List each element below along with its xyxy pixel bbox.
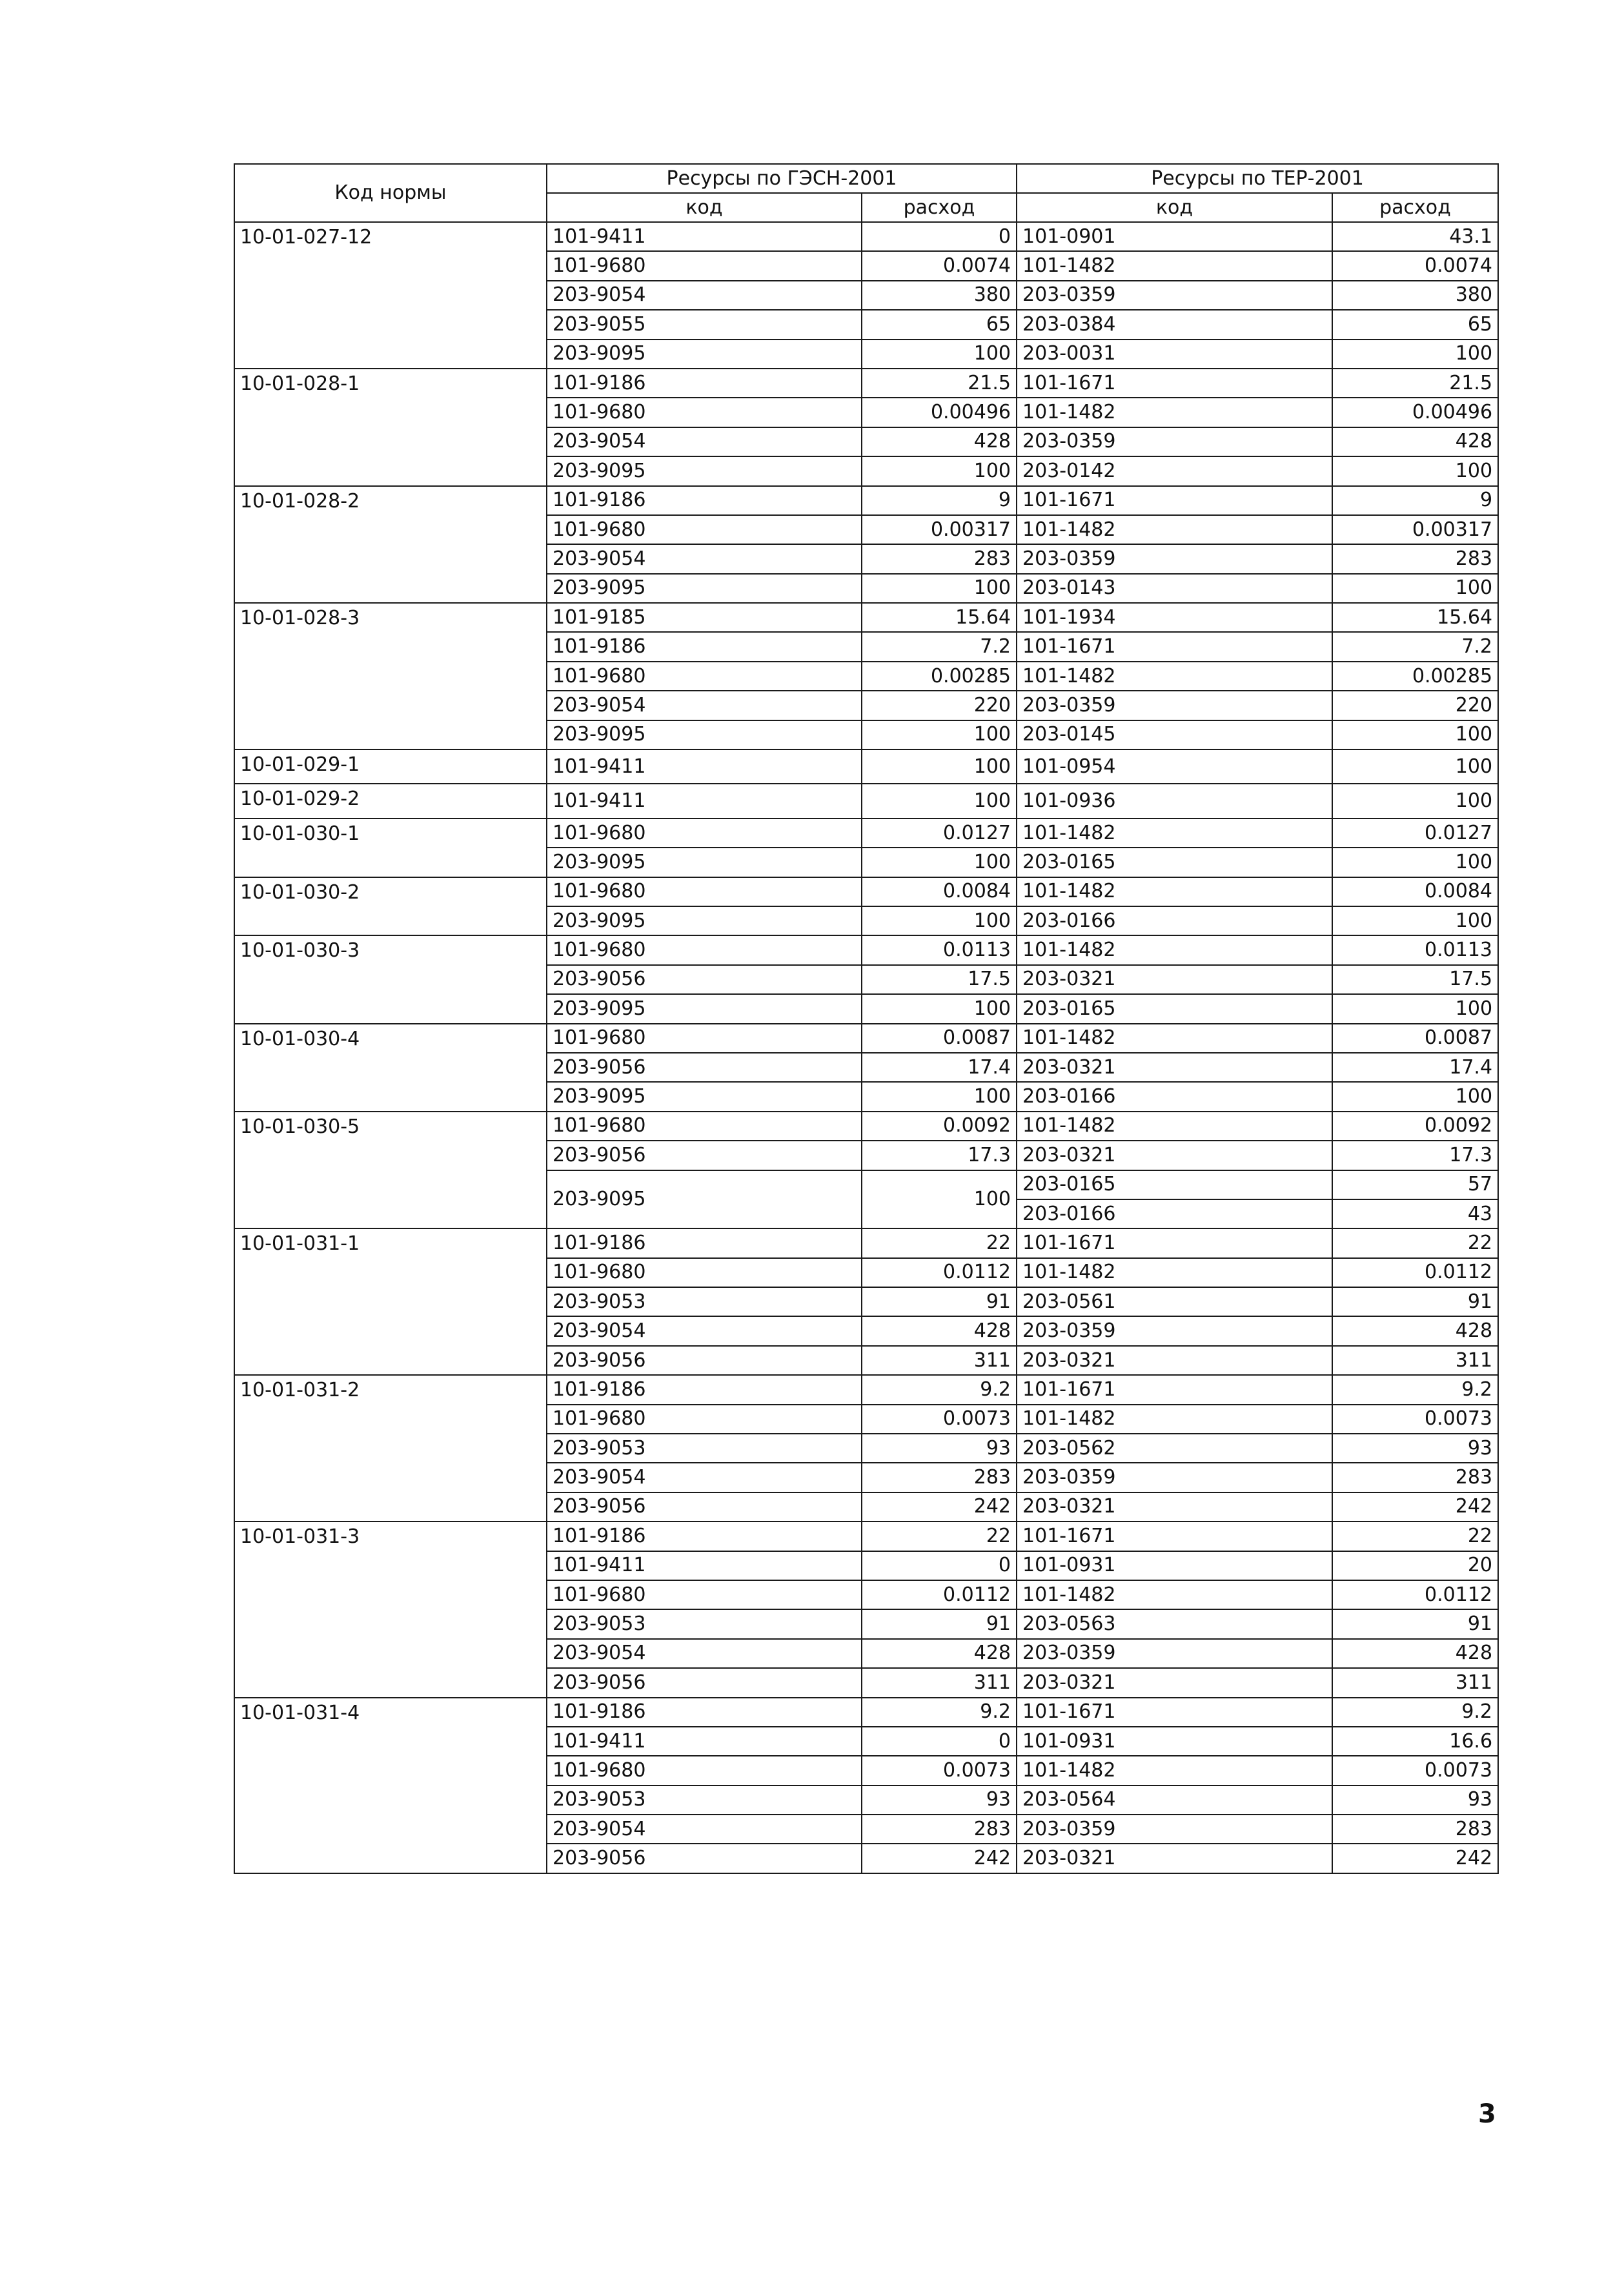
gesn-code-cell: 203-9095 bbox=[547, 906, 862, 935]
gesn-code-cell: 203-9054 bbox=[547, 427, 862, 456]
ter-consumption-cell: 100 bbox=[1332, 848, 1498, 877]
gesn-code-cell: 203-9053 bbox=[547, 1609, 862, 1638]
ter-code-cell: 203-0359 bbox=[1017, 1463, 1332, 1492]
gesn-code-cell: 101-9680 bbox=[547, 515, 862, 544]
ter-consumption-cell: 0.0087 bbox=[1332, 1024, 1498, 1053]
ter-consumption-cell: 0.00496 bbox=[1332, 398, 1498, 427]
ter-consumption-cell: 0.0113 bbox=[1332, 935, 1498, 964]
ter-consumption-cell: 91 bbox=[1332, 1287, 1498, 1316]
gesn-code-cell: 101-9186 bbox=[547, 1228, 862, 1257]
ter-code-cell: 101-1482 bbox=[1017, 1580, 1332, 1609]
gesn-code-cell: 101-9186 bbox=[547, 1375, 862, 1404]
ter-consumption-cell: 15.64 bbox=[1332, 603, 1498, 632]
ter-consumption-cell: 22 bbox=[1332, 1228, 1498, 1257]
ter-consumption-cell: 100 bbox=[1332, 574, 1498, 603]
gesn-code-cell: 101-9680 bbox=[547, 1756, 862, 1785]
gesn-consumption-cell: 100 bbox=[862, 1170, 1017, 1229]
gesn-code-cell: 101-9186 bbox=[547, 369, 862, 398]
gesn-consumption-cell: 0.0112 bbox=[862, 1258, 1017, 1287]
gesn-code-cell: 101-9411 bbox=[547, 749, 862, 784]
ter-consumption-cell: 0.0112 bbox=[1332, 1580, 1498, 1609]
gesn-code-cell: 101-9185 bbox=[547, 603, 862, 632]
ter-consumption-cell: 100 bbox=[1332, 784, 1498, 818]
ter-resources-header: Ресурсы по ТЕР-2001 bbox=[1017, 164, 1498, 193]
gesn-consumption-cell: 17.5 bbox=[862, 965, 1017, 994]
table-row bbox=[234, 1698, 1498, 1727]
ter-code-cell: 203-0321 bbox=[1017, 1053, 1332, 1082]
gesn-consumption-cell: 0 bbox=[862, 222, 1017, 251]
table-row bbox=[234, 1228, 1498, 1257]
gesn-code-cell: 101-9680 bbox=[547, 1580, 862, 1609]
ter-consumption-cell: 20 bbox=[1332, 1551, 1498, 1580]
gesn-consumption-cell: 0.00496 bbox=[862, 398, 1017, 427]
ter-code-cell: 203-0321 bbox=[1017, 1141, 1332, 1170]
ter-consumption-cell: 17.4 bbox=[1332, 1053, 1498, 1082]
ter-consumption-cell: 220 bbox=[1332, 691, 1498, 720]
ter-consumption-cell: 100 bbox=[1332, 749, 1498, 784]
table-row bbox=[234, 784, 1498, 818]
gesn-consumption-cell: 9 bbox=[862, 486, 1017, 515]
ter-code-cell: 101-0931 bbox=[1017, 1551, 1332, 1580]
ter-consumption-cell: 9.2 bbox=[1332, 1698, 1498, 1727]
ter-consumption-cell: 100 bbox=[1332, 456, 1498, 485]
ter-code-cell: 101-1482 bbox=[1017, 1258, 1332, 1287]
table-row bbox=[234, 486, 1498, 515]
page-number: 3 bbox=[1478, 2099, 1496, 2129]
header-row-top bbox=[234, 164, 1498, 193]
ter-code-cell: 101-1482 bbox=[1017, 1112, 1332, 1141]
gesn-consumption-cell: 100 bbox=[862, 340, 1017, 369]
gesn-consumption-cell: 242 bbox=[862, 1492, 1017, 1522]
gesn-code-cell: 203-9056 bbox=[547, 1668, 862, 1697]
ter-consumption-cell: 43 bbox=[1332, 1199, 1498, 1228]
ter-code-cell: 203-0142 bbox=[1017, 456, 1332, 485]
norm-code-cell: 10-01-029-1 bbox=[234, 749, 547, 784]
ter-code-cell: 203-0321 bbox=[1017, 1492, 1332, 1522]
ter-code-cell: 101-0901 bbox=[1017, 222, 1332, 251]
ter-code-cell: 101-1482 bbox=[1017, 1024, 1332, 1053]
ter-code-cell: 101-1482 bbox=[1017, 662, 1332, 691]
ter-consumption-cell: 100 bbox=[1332, 994, 1498, 1023]
gesn-consumption-cell: 100 bbox=[862, 749, 1017, 784]
ter-consumption-cell: 242 bbox=[1332, 1844, 1498, 1873]
ter-consumption-cell: 7.2 bbox=[1332, 632, 1498, 661]
gesn-code-cell: 101-9411 bbox=[547, 222, 862, 251]
ter-consumption-cell: 100 bbox=[1332, 1082, 1498, 1111]
ter-code-cell: 101-0954 bbox=[1017, 749, 1332, 784]
gesn-code-cell: 203-9056 bbox=[547, 1492, 862, 1522]
ter-consumption-cell: 0.00285 bbox=[1332, 662, 1498, 691]
ter-consumption-cell: 311 bbox=[1332, 1668, 1498, 1697]
gesn-code-cell: 203-9056 bbox=[547, 1346, 862, 1375]
gesn-code-cell: 203-9056 bbox=[547, 1844, 862, 1873]
ter-code-cell: 101-1671 bbox=[1017, 1698, 1332, 1727]
gesn-consumption-cell: 0.0084 bbox=[862, 877, 1017, 906]
gesn-consumption-cell: 242 bbox=[862, 1844, 1017, 1873]
table-row bbox=[234, 603, 1498, 632]
norm-code-cell: 10-01-031-3 bbox=[234, 1522, 547, 1697]
gesn-code-cell: 101-9680 bbox=[547, 935, 862, 964]
gesn-resources-header: Ресурсы по ГЭСН-2001 bbox=[547, 164, 1017, 193]
gesn-code-cell: 101-9680 bbox=[547, 1024, 862, 1053]
gesn-consumption-cell: 0 bbox=[862, 1727, 1017, 1756]
ter-consumption-cell: 283 bbox=[1332, 1463, 1498, 1492]
ter-code-cell: 203-0384 bbox=[1017, 310, 1332, 339]
gesn-code-cell: 203-9056 bbox=[547, 1053, 862, 1082]
table-row bbox=[234, 222, 1498, 251]
table-row bbox=[234, 819, 1498, 848]
table-row bbox=[234, 369, 1498, 398]
ter-consumption-cell: 428 bbox=[1332, 427, 1498, 456]
gesn-code-cell: 203-9054 bbox=[547, 1463, 862, 1492]
ter-consumption-cell: 0.0092 bbox=[1332, 1112, 1498, 1141]
gesn-code-cell: 101-9680 bbox=[547, 662, 862, 691]
table-body bbox=[234, 222, 1498, 1873]
gesn-code-cell: 203-9095 bbox=[547, 574, 862, 603]
ter-code-cell: 101-1671 bbox=[1017, 369, 1332, 398]
gesn-code-cell: 203-9095 bbox=[547, 1082, 862, 1111]
ter-code-cell: 203-0166 bbox=[1017, 906, 1332, 935]
norm-code-cell: 10-01-031-4 bbox=[234, 1698, 547, 1873]
ter-code-cell: 203-0563 bbox=[1017, 1609, 1332, 1638]
gesn-code-cell: 101-9680 bbox=[547, 251, 862, 280]
ter-consumption-cell: 17.3 bbox=[1332, 1141, 1498, 1170]
gesn-consumption-cell: 100 bbox=[862, 1082, 1017, 1111]
norm-code-cell: 10-01-030-4 bbox=[234, 1024, 547, 1112]
table-row bbox=[234, 749, 1498, 784]
gesn-consumption-cell: 0.0113 bbox=[862, 935, 1017, 964]
ter-code-cell: 101-1934 bbox=[1017, 603, 1332, 632]
ter-code-cell: 203-0359 bbox=[1017, 281, 1332, 310]
gesn-code-cell: 101-9680 bbox=[547, 1258, 862, 1287]
ter-code-cell: 203-0359 bbox=[1017, 427, 1332, 456]
gesn-code-cell: 101-9411 bbox=[547, 1551, 862, 1580]
gesn-code-cell: 203-9054 bbox=[547, 691, 862, 720]
gesn-consumption-cell: 0.0073 bbox=[862, 1756, 1017, 1785]
gesn-code-cell: 203-9095 bbox=[547, 720, 862, 749]
ter-code-cell: 101-1482 bbox=[1017, 877, 1332, 906]
gesn-consumption-cell: 428 bbox=[862, 1639, 1017, 1668]
ter-code-cell: 101-1482 bbox=[1017, 935, 1332, 964]
ter-code-cell: 101-1482 bbox=[1017, 398, 1332, 427]
gesn-code-cell: 203-9095 bbox=[547, 848, 862, 877]
norm-code-header: Код нормы bbox=[234, 164, 547, 222]
norm-code-cell: 10-01-029-2 bbox=[234, 784, 547, 818]
gesn-code-cell: 203-9095 bbox=[547, 1170, 862, 1229]
gesn-code-cell: 203-9056 bbox=[547, 1141, 862, 1170]
gesn-consumption-cell: 100 bbox=[862, 720, 1017, 749]
gesn-consumption-cell: 0.00285 bbox=[862, 662, 1017, 691]
ter-consumption-cell: 43.1 bbox=[1332, 222, 1498, 251]
gesn-consumption-cell: 21.5 bbox=[862, 369, 1017, 398]
gesn-consumption-cell: 100 bbox=[862, 574, 1017, 603]
gesn-code-cell: 203-9053 bbox=[547, 1434, 862, 1463]
ter-code-cell: 203-0165 bbox=[1017, 848, 1332, 877]
gesn-consumption-cell: 0.00317 bbox=[862, 515, 1017, 544]
ter-code-cell: 203-0321 bbox=[1017, 1844, 1332, 1873]
ter-code-cell: 203-0143 bbox=[1017, 574, 1332, 603]
gesn-consumption-cell: 380 bbox=[862, 281, 1017, 310]
ter-consumption-cell: 21.5 bbox=[1332, 369, 1498, 398]
ter-consumption-cell: 283 bbox=[1332, 544, 1498, 573]
ter-consumption-cell: 93 bbox=[1332, 1434, 1498, 1463]
ter-consumption-cell: 242 bbox=[1332, 1492, 1498, 1522]
ter-consumption-cell: 380 bbox=[1332, 281, 1498, 310]
norm-code-cell: 10-01-028-1 bbox=[234, 369, 547, 486]
gesn-code-cell: 101-9186 bbox=[547, 1522, 862, 1551]
norm-code-cell: 10-01-031-1 bbox=[234, 1228, 547, 1375]
ter-code-cell: 203-0165 bbox=[1017, 994, 1332, 1023]
ter-code-header: код bbox=[1017, 193, 1332, 222]
ter-code-cell: 203-0561 bbox=[1017, 1287, 1332, 1316]
ter-consumption-cell: 311 bbox=[1332, 1346, 1498, 1375]
ter-consumption-cell: 0.0073 bbox=[1332, 1405, 1498, 1434]
gesn-code-cell: 203-9095 bbox=[547, 456, 862, 485]
ter-consumption-header: расход bbox=[1332, 193, 1498, 222]
gesn-code-cell: 101-9680 bbox=[547, 877, 862, 906]
ter-code-cell: 101-0936 bbox=[1017, 784, 1332, 818]
ter-consumption-cell: 0.0073 bbox=[1332, 1756, 1498, 1785]
ter-code-cell: 203-0145 bbox=[1017, 720, 1332, 749]
gesn-consumption-cell: 0 bbox=[862, 1551, 1017, 1580]
gesn-consumption-cell: 0.0112 bbox=[862, 1580, 1017, 1609]
gesn-consumption-cell: 22 bbox=[862, 1228, 1017, 1257]
ter-code-cell: 203-0562 bbox=[1017, 1434, 1332, 1463]
ter-consumption-cell: 93 bbox=[1332, 1786, 1498, 1815]
gesn-code-cell: 101-9411 bbox=[547, 784, 862, 818]
ter-consumption-cell: 100 bbox=[1332, 906, 1498, 935]
gesn-consumption-cell: 9.2 bbox=[862, 1698, 1017, 1727]
gesn-code-cell: 203-9054 bbox=[547, 1639, 862, 1668]
gesn-consumption-cell: 9.2 bbox=[862, 1375, 1017, 1404]
norm-code-cell: 10-01-030-1 bbox=[234, 819, 547, 877]
table-row bbox=[234, 1024, 1498, 1053]
gesn-consumption-cell: 65 bbox=[862, 310, 1017, 339]
table-row bbox=[234, 1522, 1498, 1551]
gesn-consumption-cell: 100 bbox=[862, 906, 1017, 935]
ter-consumption-cell: 283 bbox=[1332, 1815, 1498, 1844]
table-header bbox=[234, 164, 1498, 222]
norm-code-cell: 10-01-028-3 bbox=[234, 603, 547, 749]
ter-code-cell: 203-0165 bbox=[1017, 1170, 1332, 1199]
gesn-code-cell: 101-9186 bbox=[547, 632, 862, 661]
ter-code-cell: 101-1482 bbox=[1017, 819, 1332, 848]
gesn-code-cell: 203-9054 bbox=[547, 281, 862, 310]
gesn-consumption-cell: 0.0073 bbox=[862, 1405, 1017, 1434]
gesn-code-cell: 203-9054 bbox=[547, 1815, 862, 1844]
ter-code-cell: 203-0359 bbox=[1017, 544, 1332, 573]
norm-code-cell: 10-01-027-12 bbox=[234, 222, 547, 369]
gesn-consumption-cell: 15.64 bbox=[862, 603, 1017, 632]
gesn-consumption-cell: 100 bbox=[862, 784, 1017, 818]
ter-code-cell: 101-1671 bbox=[1017, 632, 1332, 661]
table-row bbox=[234, 1112, 1498, 1141]
ter-consumption-cell: 17.5 bbox=[1332, 965, 1498, 994]
gesn-consumption-cell: 100 bbox=[862, 994, 1017, 1023]
norm-code-cell: 10-01-030-2 bbox=[234, 877, 547, 936]
ter-code-cell: 101-1671 bbox=[1017, 1375, 1332, 1404]
ter-code-cell: 101-1671 bbox=[1017, 1228, 1332, 1257]
ter-consumption-cell: 100 bbox=[1332, 720, 1498, 749]
ter-code-cell: 101-0931 bbox=[1017, 1727, 1332, 1756]
gesn-code-cell: 203-9054 bbox=[547, 544, 862, 573]
ter-consumption-cell: 91 bbox=[1332, 1609, 1498, 1638]
ter-code-cell: 101-1671 bbox=[1017, 486, 1332, 515]
ter-consumption-cell: 57 bbox=[1332, 1170, 1498, 1199]
gesn-consumption-cell: 0.0074 bbox=[862, 251, 1017, 280]
gesn-code-cell: 101-9411 bbox=[547, 1727, 862, 1756]
gesn-consumption-cell: 283 bbox=[862, 1815, 1017, 1844]
norm-code-cell: 10-01-030-3 bbox=[234, 935, 547, 1023]
ter-consumption-cell: 9 bbox=[1332, 486, 1498, 515]
gesn-consumption-cell: 17.3 bbox=[862, 1141, 1017, 1170]
ter-code-cell: 203-0359 bbox=[1017, 1316, 1332, 1345]
gesn-consumption-cell: 311 bbox=[862, 1668, 1017, 1697]
gesn-consumption-header: расход bbox=[862, 193, 1017, 222]
table-row bbox=[234, 1375, 1498, 1404]
gesn-consumption-cell: 283 bbox=[862, 1463, 1017, 1492]
norm-code-cell: 10-01-028-2 bbox=[234, 486, 547, 604]
table-row bbox=[234, 935, 1498, 964]
ter-code-cell: 203-0166 bbox=[1017, 1199, 1332, 1228]
ter-code-cell: 203-0359 bbox=[1017, 691, 1332, 720]
ter-code-cell: 101-1482 bbox=[1017, 1405, 1332, 1434]
ter-code-cell: 203-0166 bbox=[1017, 1082, 1332, 1111]
gesn-code-header: код bbox=[547, 193, 862, 222]
gesn-consumption-cell: 93 bbox=[862, 1786, 1017, 1815]
gesn-code-cell: 203-9053 bbox=[547, 1287, 862, 1316]
resource-table bbox=[234, 163, 1499, 1874]
ter-code-cell: 101-1482 bbox=[1017, 515, 1332, 544]
gesn-consumption-cell: 17.4 bbox=[862, 1053, 1017, 1082]
gesn-consumption-cell: 22 bbox=[862, 1522, 1017, 1551]
gesn-consumption-cell: 7.2 bbox=[862, 632, 1017, 661]
gesn-consumption-cell: 0.0092 bbox=[862, 1112, 1017, 1141]
ter-consumption-cell: 22 bbox=[1332, 1522, 1498, 1551]
gesn-code-cell: 101-9680 bbox=[547, 1405, 862, 1434]
ter-code-cell: 101-1671 bbox=[1017, 1522, 1332, 1551]
gesn-consumption-cell: 428 bbox=[862, 427, 1017, 456]
ter-consumption-cell: 0.0084 bbox=[1332, 877, 1498, 906]
ter-consumption-cell: 0.0074 bbox=[1332, 251, 1498, 280]
ter-code-cell: 203-0564 bbox=[1017, 1786, 1332, 1815]
gesn-consumption-cell: 283 bbox=[862, 544, 1017, 573]
gesn-consumption-cell: 0.0127 bbox=[862, 819, 1017, 848]
ter-consumption-cell: 428 bbox=[1332, 1639, 1498, 1668]
gesn-code-cell: 203-9054 bbox=[547, 1316, 862, 1345]
gesn-consumption-cell: 100 bbox=[862, 848, 1017, 877]
gesn-consumption-cell: 311 bbox=[862, 1346, 1017, 1375]
gesn-consumption-cell: 220 bbox=[862, 691, 1017, 720]
gesn-code-cell: 203-9095 bbox=[547, 340, 862, 369]
gesn-consumption-cell: 91 bbox=[862, 1609, 1017, 1638]
gesn-code-cell: 101-9680 bbox=[547, 1112, 862, 1141]
ter-code-cell: 203-0321 bbox=[1017, 965, 1332, 994]
ter-consumption-cell: 0.0112 bbox=[1332, 1258, 1498, 1287]
norm-code-cell: 10-01-030-5 bbox=[234, 1112, 547, 1229]
ter-code-cell: 203-0321 bbox=[1017, 1346, 1332, 1375]
ter-code-cell: 101-1482 bbox=[1017, 1756, 1332, 1785]
ter-code-cell: 203-0359 bbox=[1017, 1639, 1332, 1668]
ter-consumption-cell: 0.0127 bbox=[1332, 819, 1498, 848]
norm-code-cell: 10-01-031-2 bbox=[234, 1375, 547, 1522]
gesn-code-cell: 203-9095 bbox=[547, 994, 862, 1023]
ter-code-cell: 101-1482 bbox=[1017, 251, 1332, 280]
gesn-consumption-cell: 0.0087 bbox=[862, 1024, 1017, 1053]
ter-consumption-cell: 9.2 bbox=[1332, 1375, 1498, 1404]
gesn-code-cell: 101-9186 bbox=[547, 486, 862, 515]
gesn-code-cell: 101-9680 bbox=[547, 819, 862, 848]
gesn-code-cell: 101-9680 bbox=[547, 398, 862, 427]
ter-consumption-cell: 16.6 bbox=[1332, 1727, 1498, 1756]
table-row bbox=[234, 877, 1498, 906]
ter-consumption-cell: 100 bbox=[1332, 340, 1498, 369]
gesn-consumption-cell: 428 bbox=[862, 1316, 1017, 1345]
ter-code-cell: 203-0359 bbox=[1017, 1815, 1332, 1844]
ter-consumption-cell: 428 bbox=[1332, 1316, 1498, 1345]
ter-consumption-cell: 0.00317 bbox=[1332, 515, 1498, 544]
gesn-code-cell: 203-9053 bbox=[547, 1786, 862, 1815]
gesn-code-cell: 101-9186 bbox=[547, 1698, 862, 1727]
gesn-consumption-cell: 100 bbox=[862, 456, 1017, 485]
gesn-consumption-cell: 91 bbox=[862, 1287, 1017, 1316]
ter-consumption-cell: 65 bbox=[1332, 310, 1498, 339]
gesn-consumption-cell: 93 bbox=[862, 1434, 1017, 1463]
ter-code-cell: 203-0031 bbox=[1017, 340, 1332, 369]
ter-code-cell: 203-0321 bbox=[1017, 1668, 1332, 1697]
gesn-code-cell: 203-9055 bbox=[547, 310, 862, 339]
gesn-code-cell: 203-9056 bbox=[547, 965, 862, 994]
